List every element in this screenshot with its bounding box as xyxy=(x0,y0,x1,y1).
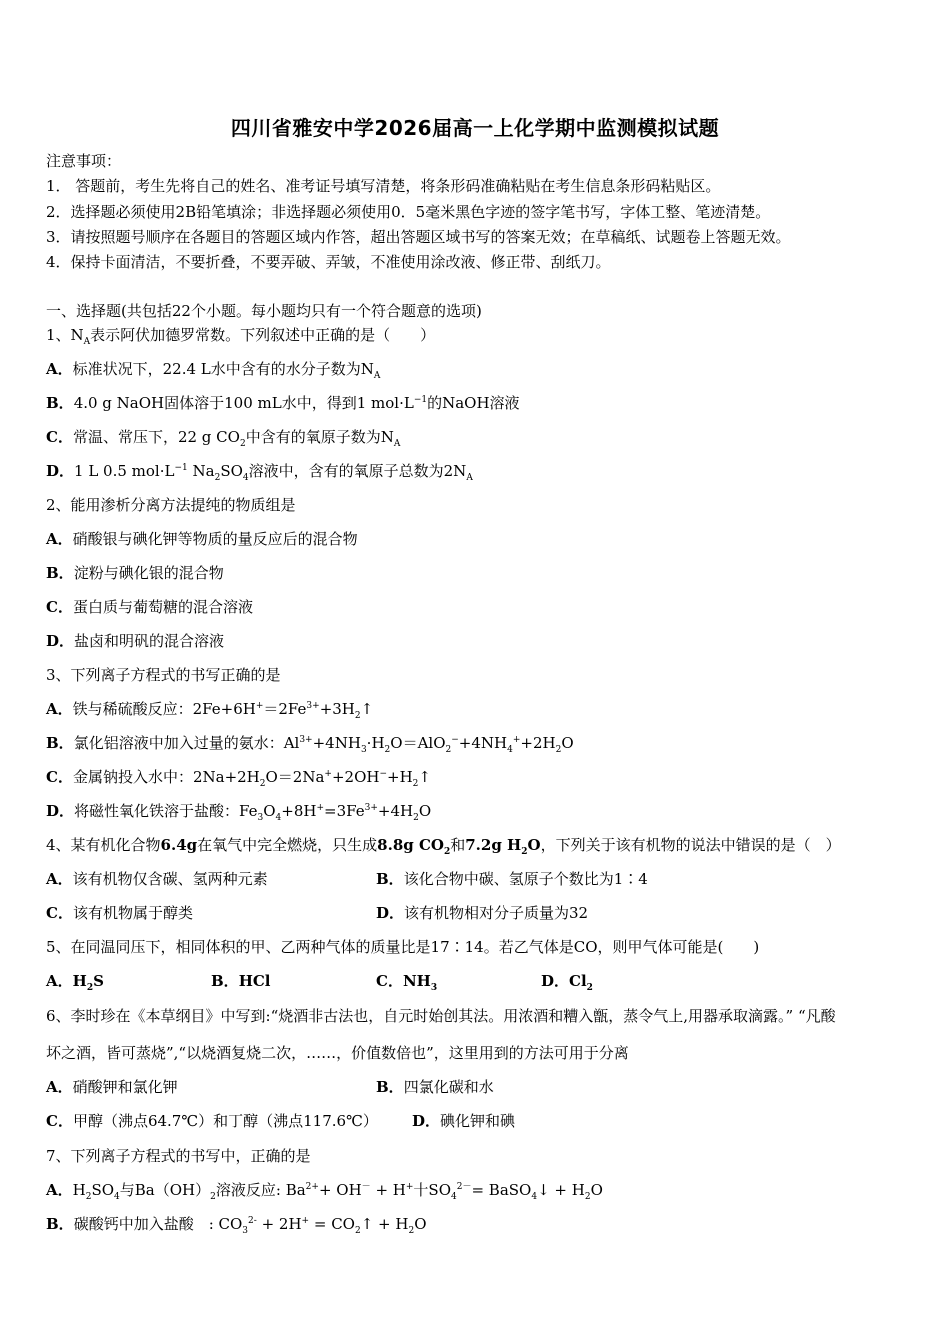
question-4-option-a: A．该有机物仅含碳、氢两种元素 xyxy=(46,870,268,888)
question-6-option-b: B．四氯化碳和水 xyxy=(376,1078,494,1096)
question-4-option-d: D．该有机物相对分子质量为32 xyxy=(376,904,589,922)
question-3-option-b: B．氯化铝溶液中加入过量的氨水：$Al^{3+}+4NH_3\cdot H_2O=AlO_2^-+4NH_4^++2H_2O$ xyxy=(46,734,574,755)
question-1-stem: 1、$N_A$表示阿伏加德罗常数。下列叙述中正确的是（ ） xyxy=(46,326,436,347)
section-heading: 一、选择题(共包括22个小题。每小题均只有一个符合题意的选项) xyxy=(46,302,482,320)
question-2-stem: 2、能用渗析分离方法提纯的物质组是 xyxy=(46,496,296,514)
question-2-option-b: B．淀粉与碘化银的混合物 xyxy=(46,564,224,582)
question-1-option-b: B．4.0 g NaOH固体溶于100 mL水中，得到1 $mol\cdot L^{-1}$的NaOH溶液 xyxy=(46,394,520,412)
question-5-option-b: B．HCl xyxy=(211,972,271,990)
question-7-option-b: B．碳酸钙中加入盐酸 : $CO_3^{2-} + 2H^+$ = $CO_2↑ + H_2O$ xyxy=(46,1215,427,1236)
question-3-stem: 3、下列离子方程式的书写正确的是 xyxy=(46,666,281,684)
question-5-option-c: C．$NH_3$ xyxy=(376,972,438,993)
question-6-option-c: C．甲醇（沸点64.7℃）和丁醇（沸点117.6℃） xyxy=(46,1112,378,1130)
question-3-option-d: D．将磁性氧化铁溶于盐酸：$Fe_3O_4+8H^+=3Fe^{3+}+4H_2O$ xyxy=(46,802,432,823)
question-2-option-a: A．硝酸银与碘化钾等物质的量反应后的混合物 xyxy=(46,530,358,548)
question-2-option-c: C．蛋白质与葡萄糖的混合溶液 xyxy=(46,598,253,616)
question-5-stem: 5、在同温同压下，相同体积的甲、乙两种气体的质量比是17∶14。若乙气体是CO，则甲气体可能是( ) xyxy=(46,938,760,956)
question-1-option-a: A．标准状况下，22.4 L水中含有的水分子数为$N_A$ xyxy=(46,360,381,381)
notice-heading: 注意事项： xyxy=(46,152,122,170)
question-1-option-d: D．1 L 0.5 $mol\cdot L^{-1}$ $Na_2SO_4$溶液中，含有的氧原子总数为$2N_A$ xyxy=(46,462,473,483)
question-6-stem-line-2: 坏之酒，皆可蒸烧”,“以烧酒复烧二次，……，价值数倍也”，这里用到的方法可用于分离 xyxy=(46,1044,629,1062)
question-3-option-a: A．铁与稀硫酸反应：$2Fe+6H^+=2Fe^{3+}+3H_2↑$ xyxy=(46,700,374,721)
question-6-option-a: A．硝酸钾和氯化钾 xyxy=(46,1078,178,1096)
question-6-option-d: D．碘化钾和碘 xyxy=(412,1112,516,1130)
notice-item-4: 4．保持卡面清洁，不要折叠，不要弄破、弄皱，不准使用涂改液、修正带、刮纸刀。 xyxy=(46,253,611,271)
question-4-option-c: C．该有机物属于醇类 xyxy=(46,904,193,922)
notice-item-1: 1． 答题前，考生先将自己的姓名、准考证号填写清楚，将条形码准确粘贴在考生信息条形码粘贴区。 xyxy=(46,177,721,195)
question-2-option-d: D．盐卤和明矾的混合溶液 xyxy=(46,632,225,650)
question-5-option-a: A．$H_2S$ xyxy=(46,972,104,993)
notice-item-3: 3．请按照题号顺序在各题目的答题区域内作答，超出答题区域书写的答案无效；在草稿纸、试题卷上答题无效。 xyxy=(46,228,791,246)
question-1-option-c: C．常温、常压下，22 g $CO_2$中含有的氧原子数为$N_A$ xyxy=(46,428,401,449)
question-7-option-a: A．$H_2SO_4$与$Ba(OH)_2$溶液反应: $Ba^{2+}+ OH^- + H^+$十$SO_4^{2-}=$ BaSO$_4$↓ + $H_2O$ xyxy=(46,1181,603,1202)
question-6-stem-line-1: 6、李时珍在《本草纲目》中写到:“烧酒非古法也，自元时始创其法。用浓酒和糟入甑，蒸令气上,用器承取滴露。” “凡酸 xyxy=(46,1007,836,1025)
question-7-stem: 7、下列离子方程式的书写中，正确的是 xyxy=(46,1147,311,1165)
page-title: 四川省雅安中学2026届高一上化学期中监测模拟试题 xyxy=(230,116,720,140)
notice-item-2: 2．选择题必须使用2B铅笔填涂；非选择题必须使用0．5毫米黑色字迹的签字笔书写，字体工整、笔迹清楚。 xyxy=(46,203,771,221)
question-3-option-c: C．金属钠投入水中：$2Na+2H_2O=2Na^++2OH^-+H_2↑$ xyxy=(46,768,431,789)
question-4-stem: 4、某有机化合物6.4g在氧气中完全燃烧，只生成8.8g $CO_2$和7.2g $H_2O$，下列关于该有机物的说法中错误的是（ ） xyxy=(46,836,841,857)
question-5-option-d: D．$Cl_2$ xyxy=(541,972,593,993)
question-4-option-b: B．该化合物中碳、氢原子个数比为1∶4 xyxy=(376,870,648,888)
